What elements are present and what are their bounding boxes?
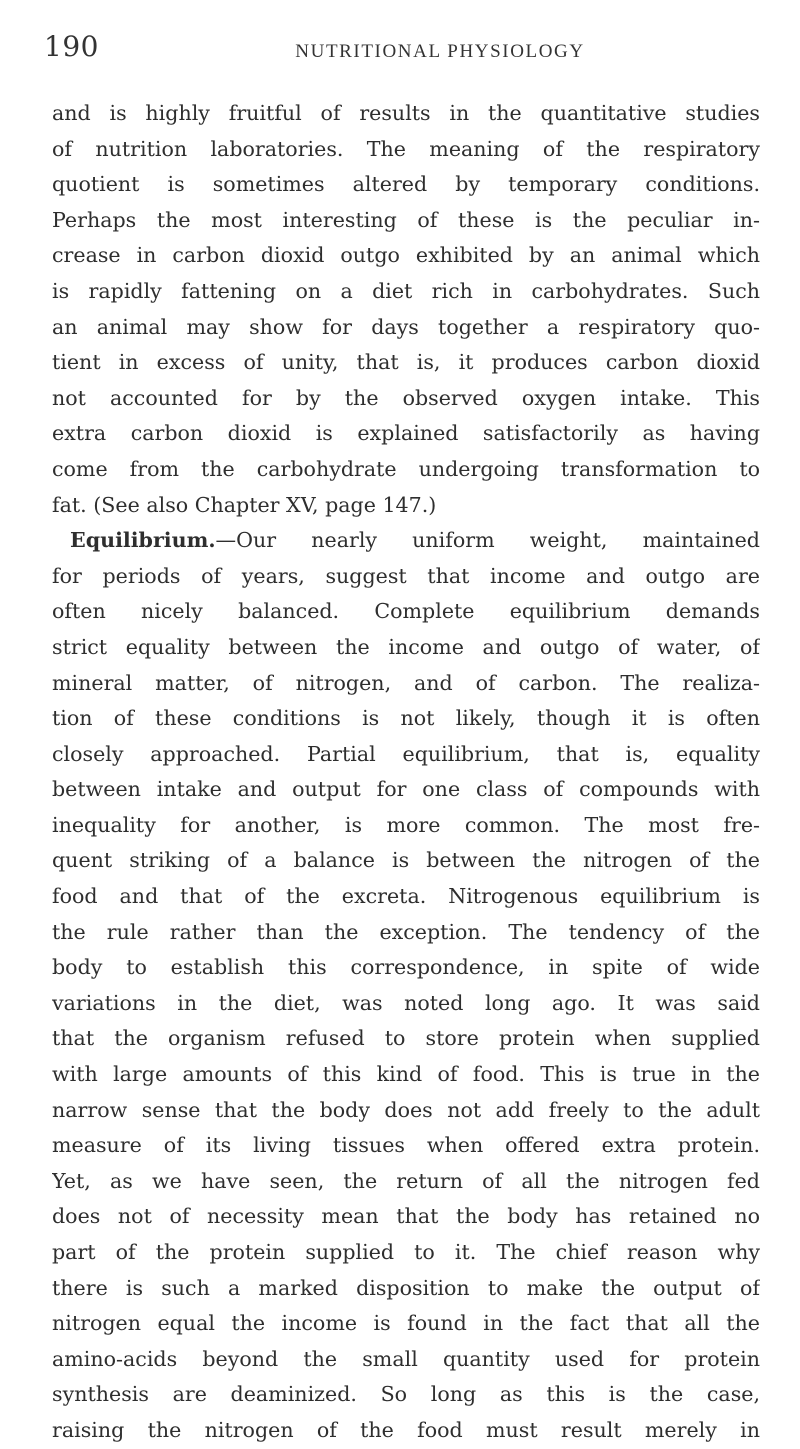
text-line: an animal may show for days together a respiratory quo-	[52, 314, 760, 339]
text-line: inequality for another, is more common. The most fre-	[52, 812, 760, 837]
text-line: crease in carbon dioxid outgo exhibited by an animal which	[52, 243, 760, 268]
text-fragment: —Our nearly uniform weight, maintained	[215, 528, 760, 553]
text-line: between intake and output for one class of compounds with	[52, 777, 760, 802]
text-line: tient in excess of unity, that is, it produces carbon dioxid	[52, 350, 760, 375]
paragraph-2	[52, 523, 760, 1448]
text-line: does not of necessity mean that the body has retained no	[52, 1204, 760, 1229]
text-line: with large amounts of this kind of food. This is true in the	[52, 1062, 760, 1087]
text-line: extra carbon dioxid is explained satisfactorily as having	[52, 421, 760, 446]
text-line: part of the protein supplied to it. The chief reason why	[52, 1240, 760, 1264]
text-line: variations in the diet, was noted long ago. It was said	[52, 990, 760, 1015]
text-line: narrow sense that the body does not add freely to the adult	[52, 1097, 760, 1122]
paragraph-1	[52, 96, 760, 523]
text-line: the rule rather than the exception. The tendency of the	[52, 919, 760, 944]
text-line-first	[52, 523, 760, 559]
text-line: amino-acids beyond the small quantity used for protein	[52, 1346, 760, 1371]
text-line: Yet, as we have seen, the return of all the nitrogen fed	[52, 1168, 760, 1193]
text-line: nitrogen equal the income is found in the fact that all the	[52, 1311, 760, 1336]
text-line: quent striking of a balance is between the nitrogen of the	[52, 848, 760, 873]
text-line: not accounted for by the observed oxygen intake. This	[52, 385, 760, 410]
text-line: strict equality between the income and outgo of water, of	[52, 634, 760, 659]
text-line: raising the nitrogen of the food must result merely in	[52, 1417, 760, 1442]
text-line: Perhaps the most interesting of these is the peculiar in-	[52, 207, 760, 232]
text-line: come from the carbohydrate undergoing transformation to	[52, 456, 760, 481]
body-text	[52, 96, 760, 1449]
text-line: there is such a marked disposition to make the output of	[52, 1275, 760, 1300]
text-line: quotient is sometimes altered by temporary conditions.	[52, 172, 760, 197]
text-line: tion of these conditions is not likely, though it is often	[52, 706, 760, 731]
page-number: 190	[44, 30, 99, 63]
text-line: closely approached. Partial equilibrium, that is, equality	[52, 741, 760, 766]
text-line: of nutrition laboratories. The meaning of the respiratory	[52, 136, 760, 161]
section-heading: Equilibrium.	[70, 528, 216, 553]
text-line: that the organism refused to store protein when supplied	[52, 1026, 760, 1051]
text-line: body to establish this correspondence, in spite of wide	[52, 955, 760, 980]
text-line: and is highly fruitful of results in the quantitative studies	[52, 101, 760, 125]
text-line: often nicely balanced. Complete equilibrium demands	[52, 599, 760, 624]
text-line: synthesis are deaminized. So long as this is the case,	[52, 1382, 760, 1407]
text-line: fat. (See also Chapter XV, page 147.)	[52, 492, 437, 517]
page-header	[0, 30, 800, 70]
running-head: NUTRITIONAL PHYSIOLOGY	[295, 41, 585, 62]
text-line: for periods of years, suggest that income and outgo are	[52, 563, 760, 588]
text-line: mineral matter, of nitrogen, and of carbon. The realiza-	[52, 670, 760, 695]
text-line: is rapidly fattening on a diet rich in carbohydrates. Such	[52, 278, 760, 303]
text-line: food and that of the excreta. Nitrogenous equilibrium is	[52, 884, 760, 909]
text-line: measure of its living tissues when offered extra protein.	[52, 1133, 760, 1158]
